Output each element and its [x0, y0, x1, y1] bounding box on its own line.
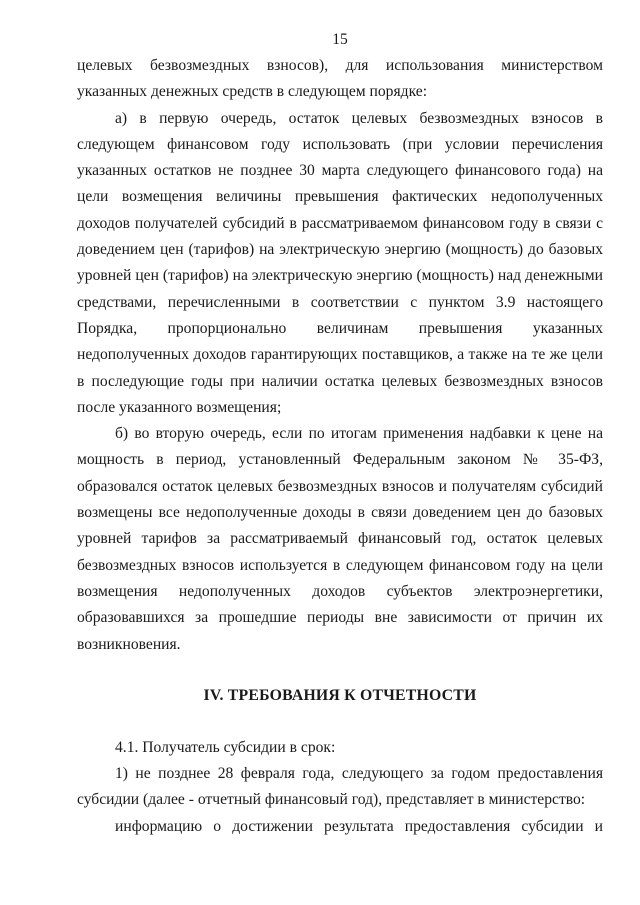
- page-number: 15: [332, 31, 348, 48]
- document-page: [77, 30, 603, 840]
- paragraph-continuation: целевых безвозмездных взносов), для использования министерством указанных денежных средств в следующем порядке:: [77, 57, 603, 101]
- paragraph-4-1-item-1: 1) не позднее 28 февраля года, следующего за годом предоставления субсидии (далее - отчетный финансовый год), представляет в министерство:: [77, 765, 603, 809]
- section-heading: IV. ТРЕБОВАНИЯ К ОТЧЕТНОСТИ: [203, 686, 477, 704]
- paragraph-4-1: 4.1. Получатель субсидии в срок:: [115, 738, 336, 756]
- paragraph-item-a: а) в первую очередь, остаток целевых безвозмездных взносов в следующем финансовом году использовать (при условии перечисления указанных остатков не позднее 30 марта следующего финансового года) на цели возмещения величины превышения фактических недополученных доходов получателей субсидий в рассматриваемом финансовом году в связи с доведением цен (тарифов) на электрическую энергию (мощность) до базовых уровней цен (тарифов) на электрическую энергию (мощность) над денежными средствами, перечисленными в соответствии с пунктом 3.9 настоящего Порядка, пропорционально величинам превышения указанных недополученных доходов гарантирующих поставщиков, а также на те же цели в последующие годы при наличии остатка целевых безвозмездных взносов после указанного возмещения;: [77, 109, 603, 416]
- paragraph-item-b: б) во вторую очередь, если по итогам применения надбавки к цене на мощность в период, установленный Федеральным законом № 35-ФЗ, образовался остаток целевых безвозмездных взносов и получателям субсидий возмещены все недополученные доходы в связи доведением цен до базовых уровней тарифов за рассматриваемый финансовый год, остаток целевых безвозмездных взносов используется в следующем финансовом году на цели возмещения недополученных доходов субъектов электроэнергетики, образовавшихся за прошедшие периоды вне зависимости от причин их возникновения.: [77, 425, 603, 653]
- paragraph-information: информацию о достижении результата предоставления субсидии и: [115, 817, 603, 835]
